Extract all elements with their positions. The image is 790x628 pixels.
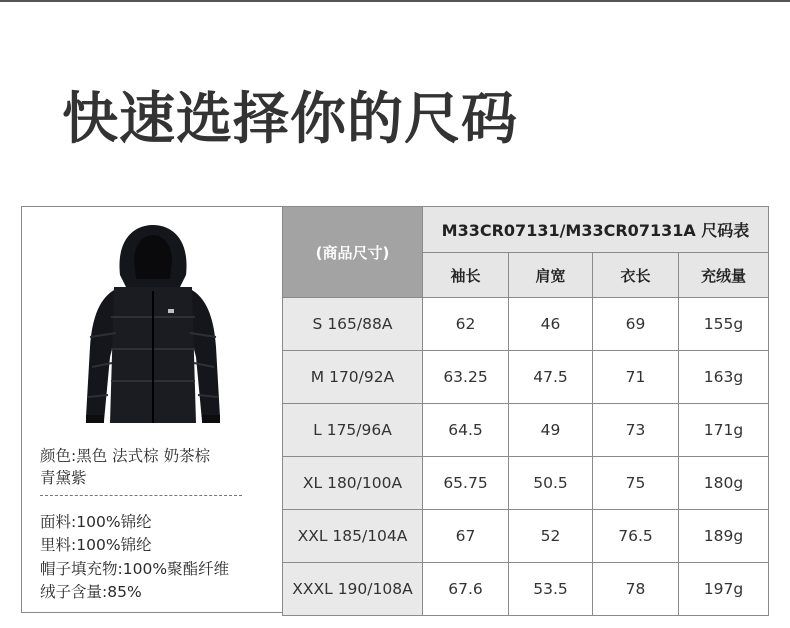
cell-shoulder: 47.5: [509, 351, 593, 404]
size-label: M 170/92A: [283, 351, 423, 404]
spec-value: 100%锦纶: [76, 536, 152, 555]
cell-length: 78: [593, 563, 679, 616]
cell-sleeve: 62: [423, 298, 509, 351]
cell-down-fill: 189g: [679, 510, 769, 563]
size-label: S 165/88A: [283, 298, 423, 351]
spec-label: 里料: [40, 536, 72, 555]
size-label: XXL 185/104A: [283, 510, 423, 563]
column-header-length: 衣长: [593, 253, 679, 298]
spec-label: 面料: [40, 513, 72, 531]
color-options-line2: 青黛紫: [40, 469, 87, 487]
color-info: [40, 445, 280, 489]
spec-separator: :: [117, 559, 123, 578]
cell-shoulder: 52: [509, 510, 593, 563]
color-separator: :: [71, 447, 77, 465]
top-divider: [0, 0, 790, 2]
table-row: [283, 351, 769, 404]
material-specs: [40, 511, 284, 604]
table-corner-header: (商品尺寸): [283, 207, 423, 298]
cell-sleeve: 65.75: [423, 457, 509, 510]
cell-length: 69: [593, 298, 679, 351]
table-row: [283, 404, 769, 457]
spec-row-hood-filling: [40, 558, 284, 581]
cell-down-fill: 180g: [679, 457, 769, 510]
table-row: [283, 457, 769, 510]
cell-sleeve: 67: [423, 510, 509, 563]
column-header-down-fill: 充绒量: [679, 253, 769, 298]
spec-row-down-content: [40, 581, 284, 604]
cell-length: 73: [593, 404, 679, 457]
jacket-image: [78, 217, 228, 437]
spec-value: 85%: [107, 582, 142, 601]
spec-label: 绒子含量: [40, 582, 103, 601]
model-title: M33CR07131/M33CR07131A 尺码表: [423, 207, 769, 253]
spec-separator: :: [71, 536, 77, 555]
spec-separator: :: [71, 513, 77, 531]
cell-down-fill: 197g: [679, 563, 769, 616]
cell-shoulder: 53.5: [509, 563, 593, 616]
page-title: 快速选择你的尺码: [62, 87, 518, 152]
cell-shoulder: 46: [509, 298, 593, 351]
column-header-shoulder: 肩宽: [509, 253, 593, 298]
spec-row-fabric: [40, 511, 284, 534]
size-label: XXXL 190/108A: [283, 563, 423, 616]
table-row: [283, 298, 769, 351]
color-label: 颜色: [40, 447, 72, 465]
dashed-divider: [40, 495, 242, 496]
cell-shoulder: 49: [509, 404, 593, 457]
product-panel: [21, 206, 283, 613]
cell-sleeve: 64.5: [423, 404, 509, 457]
spec-row-lining: [40, 534, 284, 557]
size-label: XL 180/100A: [283, 457, 423, 510]
size-label: L 175/96A: [283, 404, 423, 457]
cell-sleeve: 67.6: [423, 563, 509, 616]
column-header-sleeve: 袖长: [423, 253, 509, 298]
cell-shoulder: 50.5: [509, 457, 593, 510]
cell-sleeve: 63.25: [423, 351, 509, 404]
cell-down-fill: 171g: [679, 404, 769, 457]
spec-separator: :: [102, 582, 108, 601]
cell-down-fill: 155g: [679, 298, 769, 351]
table-row: [283, 563, 769, 616]
cell-length: 76.5: [593, 510, 679, 563]
size-chart-table: [282, 206, 769, 616]
spec-label: 帽子填充物: [40, 559, 118, 578]
color-options-line1: 黑色 法式棕 奶茶棕: [76, 447, 211, 465]
table-row: [283, 510, 769, 563]
spec-value: 100%锦纶: [76, 513, 152, 531]
cell-length: 71: [593, 351, 679, 404]
spec-value: 100%聚酯纤维: [122, 559, 230, 578]
cell-down-fill: 163g: [679, 351, 769, 404]
cell-length: 75: [593, 457, 679, 510]
